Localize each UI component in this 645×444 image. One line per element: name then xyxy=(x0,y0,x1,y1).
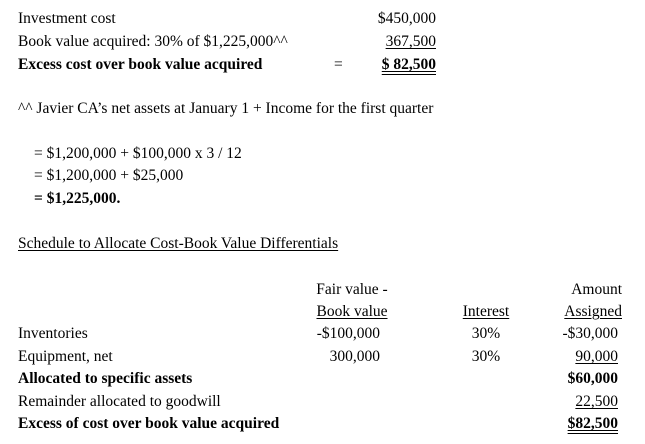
row-excess-amount: $82,500 xyxy=(567,415,618,432)
row-equipment-interest: 30% xyxy=(471,348,501,365)
row-equipment-label: Equipment, net xyxy=(18,348,113,365)
investment-cost-value: $450,000 xyxy=(377,10,436,27)
row-inventories-label: Inventories xyxy=(18,325,88,342)
schedule-title: Schedule to Allocate Cost-Book Value Differentials xyxy=(18,235,339,252)
investment-cost-label: Investment cost xyxy=(18,10,116,27)
header-assigned: Assigned xyxy=(564,303,622,320)
header-amount: Amount xyxy=(571,281,622,298)
footnote-line-3: = $1,225,000. xyxy=(34,190,121,207)
header-interest: Interest xyxy=(462,303,510,320)
excess-cost-label: Excess cost over book value acquired xyxy=(18,56,263,73)
row-allocated-amount: $60,000 xyxy=(567,370,618,387)
excess-cost-value: $ 82,500 xyxy=(381,56,436,73)
row-equipment-amount: 90,000 xyxy=(575,348,618,365)
header-book-value: Book value xyxy=(316,303,388,320)
row-equipment-fv: 300,000 xyxy=(329,348,380,365)
row-excess-label: Excess of cost over book value acquired xyxy=(18,415,280,432)
book-value-acquired-value: 367,500 xyxy=(385,33,436,50)
footnote-line-1: = $1,200,000 + $100,000 x 3 / 12 xyxy=(34,145,242,162)
row-allocated-label: Allocated to specific assets xyxy=(18,370,193,387)
equals-sign: = xyxy=(334,56,343,73)
row-inventories-fv: -$100,000 xyxy=(316,325,380,342)
row-goodwill-label: Remainder allocated to goodwill xyxy=(18,393,221,410)
footnote-line-2: = $1,200,000 + $25,000 xyxy=(34,167,184,184)
row-inventories-interest: 30% xyxy=(471,325,501,342)
row-inventories-amount: -$30,000 xyxy=(562,325,618,342)
book-value-acquired-label: Book value acquired: 30% of $1,225,000^^ xyxy=(18,33,288,50)
footnote-heading: ^^ Javier CA’s net assets at January 1 + Income for the first quarter xyxy=(18,100,434,117)
header-fair-value: Fair value - xyxy=(316,281,388,298)
row-goodwill-amount: 22,500 xyxy=(575,393,618,410)
